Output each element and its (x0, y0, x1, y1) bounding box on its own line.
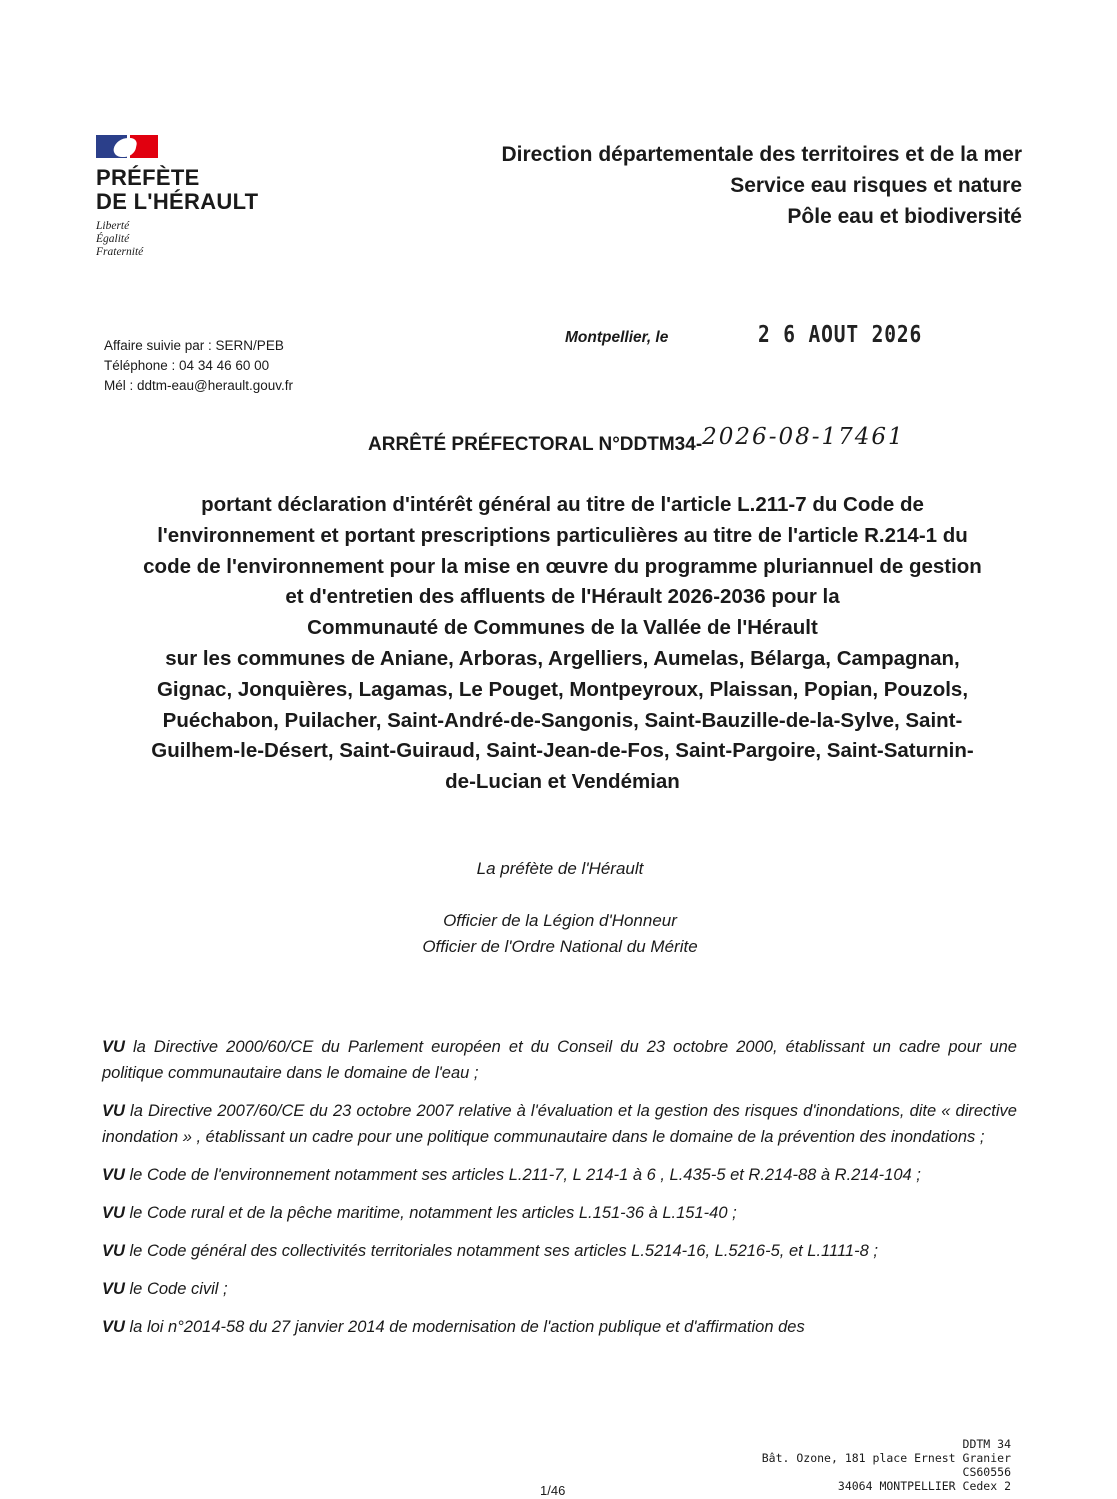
ordre-merite-line: Officier de l'Ordre National du Mérite (422, 937, 698, 956)
visa-text: la loi n°2014-58 du 27 janvier 2014 de modernisation de l'action publique et d'affirmation des (129, 1318, 805, 1336)
arrete-number (368, 424, 905, 456)
visa-item (102, 1200, 1017, 1226)
phone-number: Téléphone : 04 34 46 60 00 (104, 358, 270, 373)
contact-block (104, 336, 293, 396)
visa-item (102, 1098, 1017, 1150)
motto-liberte: Liberté (96, 220, 130, 232)
title-line: l'environnement et portant prescriptions particulières au titre de l'article R.214-1 du (157, 523, 968, 547)
visa-keyword: VU (102, 1280, 125, 1298)
title-line: Guilhem-le-Désert, Saint-Guiraud, Saint-Jean-de-Fos, Saint-Pargoire, Saint-Saturnin- (151, 739, 974, 763)
legion-honneur-line: Officier de la Légion d'Honneur (443, 911, 677, 930)
visa-item (102, 1314, 1017, 1340)
title-line: sur les communes de Aniane, Arboras, Argelliers, Aumelas, Bélarga, Campagnan, (165, 646, 960, 670)
title-line: code de l'environnement pour la mise en œuvre du programme pluriannuel de gestion (143, 554, 982, 578)
visa-item (102, 1238, 1017, 1264)
visa-text: le Code général des collectivités territoriales notamment ses articles L.5214-16, L.5216-5, et L.1111-8 ; (129, 1242, 878, 1260)
logo-title-line2: DE L'HÉRAULT (96, 189, 259, 214)
visa-keyword: VU (102, 1038, 125, 1056)
email-address: Mél : ddtm-eau@herault.gouv.fr (104, 378, 294, 393)
visa-item (102, 1034, 1017, 1086)
title-line: portant déclaration d'intérêt général au titre de l'article L.211-7 du Code de (201, 493, 924, 516)
visa-text: le Code civil ; (129, 1280, 228, 1298)
case-handler: Affaire suivie par : SERN/PEB (104, 338, 284, 353)
direction-line: Direction départementale des territoires et de la mer (501, 143, 1022, 166)
visa-keyword: VU (102, 1318, 125, 1336)
footer-city: 34064 MONTPELLIER Cedex 2 (837, 1479, 1011, 1493)
marianne-flag-icon (96, 135, 160, 158)
footer-org: DDTM 34 (962, 1437, 1011, 1451)
place-of-signature: Montpellier, le (565, 329, 669, 346)
title-line: Gignac, Jonquières, Lagamas, Le Pouget, Montpeyroux, Plaissan, Popian, Pouzols, (156, 677, 969, 701)
visa-text: la Directive 2000/60/CE du Parlement européen et du Conseil du 23 octobre 2000, établissant un cadre pour une politique communautaire dans le domaine de l'eau ; (102, 1038, 1017, 1082)
arrete-handwritten-number: 2026-08-17461 (702, 424, 905, 450)
motto-egalite: Égalité (96, 233, 130, 245)
prefecture-logo (96, 135, 258, 259)
visa-keyword: VU (102, 1242, 125, 1260)
title-line: Puéchabon, Puilacher, Saint-André-de-Sangonis, Saint-Bauzille-de-la-Sylve, Saint- (162, 708, 963, 732)
visa-text: la Directive 2007/60/CE du 23 octobre 2007 relative à l'évaluation et la gestion des risques d'inondations, dite « directive inondation » , établissant un cadre pour une politique communautaire dans le domaine de la prévention des inondations ; (102, 1102, 1017, 1146)
title-line: de-Lucian et Vendémian (445, 770, 680, 794)
footer-address (762, 1437, 1011, 1493)
prefete-line: La préfète de l'Hérault (476, 859, 644, 878)
visa-text: le Code rural et de la pêche maritime, notamment les articles L.151-36 à L.151-40 ; (129, 1204, 737, 1222)
visa-keyword: VU (102, 1166, 125, 1184)
visa-keyword: VU (102, 1204, 125, 1222)
visa-item (102, 1162, 1017, 1188)
footer-street: Bât. Ozone, 181 place Ernest Granier (761, 1451, 1011, 1465)
visa-text: le Code de l'environnement notamment ses articles L.211-7, L 214-1 à 6 , L.435-5 et R.214-88 à R.214-104 ; (129, 1166, 921, 1184)
arrete-prefix: ARRÊTÉ PRÉFECTORAL N°DDTM34- (368, 434, 703, 455)
service-line: Service eau risques et nature (730, 174, 1022, 197)
visa-list (102, 1034, 1017, 1352)
signatory-honours (300, 908, 820, 960)
republic-motto (96, 220, 258, 259)
date-stamp: 2 6 AOUT 2026 (758, 322, 923, 348)
logo-title-line1: PRÉFÈTE (96, 165, 200, 190)
issuing-service (501, 139, 1022, 232)
title-line: et d'entretien des affluents de l'Hérault 2026-2036 pour la (285, 585, 840, 609)
pole-line: Pôle eau et biodiversité (787, 205, 1022, 228)
visa-keyword: VU (102, 1102, 125, 1120)
signatory-title (300, 856, 820, 882)
logo-title (96, 166, 258, 214)
visa-item (102, 1276, 1017, 1302)
arrete-title (100, 490, 1025, 798)
title-line: Communauté de Communes de la Vallée de l'Hérault (307, 616, 818, 640)
page-number: 1/46 (540, 1483, 566, 1498)
footer-cs: CS60556 (962, 1465, 1011, 1479)
motto-fraternite: Fraternité (96, 246, 144, 258)
